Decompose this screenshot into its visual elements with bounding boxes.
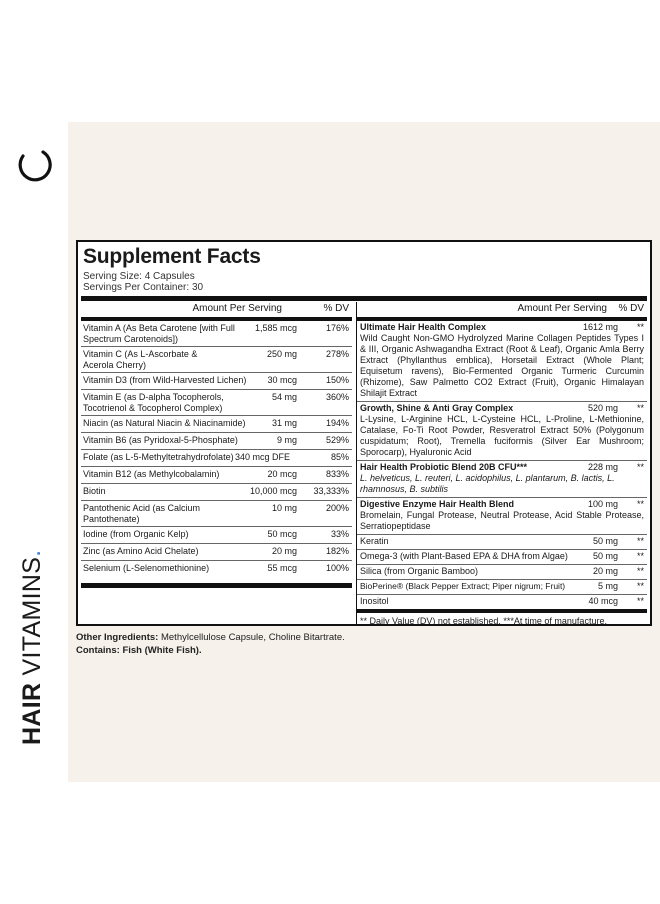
blend-name: Inositol [360, 596, 389, 606]
blend-row [357, 498, 647, 535]
blend-name: Digestive Enzyme Hair Health Blend [360, 499, 515, 509]
blend-dv: ** [636, 566, 644, 576]
brand-word-hair: HAIR [18, 682, 46, 745]
table-row [81, 433, 352, 450]
blend-amount: 50 mg [592, 536, 618, 546]
nutrient-amount: 340 mcg DFE [234, 452, 290, 462]
brand-dot: . [18, 549, 46, 557]
nutrient-amount: 50 mcg [267, 529, 297, 539]
blend-name: Hair Health Probiotic Blend 20B CFU*** [360, 462, 528, 472]
nutrient-name: Niacin (as Natural Niacin & Niacinamide) [83, 418, 246, 428]
other-ingredients-text: Methylcellulose Capsule, Choline Bitartrate. [158, 632, 345, 643]
servings-per-container: Servings Per Container: 30 [83, 282, 204, 293]
table-row [81, 347, 352, 373]
table-row [81, 501, 352, 527]
left-bottom-rule [81, 583, 352, 588]
table-row [81, 561, 352, 577]
nutrient-dv: 194% [325, 418, 349, 428]
blend-amount: 20 mg [592, 566, 618, 576]
nutrient-dv: 33% [330, 529, 349, 539]
brand-logo-icon [16, 147, 54, 185]
nutrient-amount: 30 mcg [267, 375, 297, 385]
table-row [81, 390, 352, 416]
blend-dv: ** [636, 403, 644, 413]
nutrient-name: Iodine (from Organic Kelp) [83, 529, 189, 539]
blend-name: Growth, Shine & Anti Gray Complex [360, 403, 514, 413]
left-header [81, 302, 352, 321]
blend-row [357, 550, 647, 565]
blend-row [357, 535, 647, 550]
nutrient-name: Vitamin E (as D-alpha Tocopherols, Tocotrienol & Tocopherol Complex) [83, 392, 224, 413]
other-ingredients-label: Other Ingredients: [76, 632, 159, 643]
blend-name: Keratin [360, 536, 389, 546]
blend-amount: 1612 mg [582, 322, 618, 332]
blend-row [357, 580, 647, 595]
nutrient-dv: 278% [325, 349, 349, 359]
nutrient-amount: 250 mg [266, 349, 297, 359]
blend-name: Silica (from Organic Bamboo) [360, 566, 479, 576]
right-header [357, 302, 647, 321]
top-rule [81, 296, 647, 301]
blend-amount: 228 mg [587, 462, 618, 472]
blend-ingredients: Wild Caught Non-GMO Hydrolyzed Marine Collagen Peptides Types I & III, Organic Ashwagandha Extract (Root & Leaf), Organic Amla Berry Extract (Phyllanthus emblica), Horsetail Extract (Whole Plant; Equisetum ravens), Bio-Fermented Organic Turmeric Curcumin (Rhizome), Saw Palmetto CO2 Extract (Fruit), Organic Himalayan Shilajit Extract [360, 333, 644, 398]
blend-amount: 100 mg [587, 499, 618, 509]
blend-name: BioPerine® (Black Pepper Extract; Piper nigrum; Fruit) [360, 581, 566, 591]
table-row [81, 527, 352, 544]
nutrient-dv: 833% [325, 469, 349, 479]
table-row [81, 450, 352, 467]
blend-row [357, 565, 647, 580]
nutrient-dv: 150% [325, 375, 349, 385]
blend-name: Omega-3 (with Plant-Based EPA & DHA from Algae) [360, 551, 568, 561]
blend-dv: ** [636, 536, 644, 546]
blend-amount: 5 mg [597, 581, 618, 591]
nutrient-name: Vitamin B6 (as Pyridoxal-5-Phosphate) [83, 435, 238, 445]
nutrient-amount: 20 mcg [267, 469, 297, 479]
right-dv-header: % DV [618, 303, 644, 314]
nutrient-name: Biotin [83, 486, 106, 496]
table-row [81, 373, 352, 390]
blend-ingredients: L-Lysine, L-Arginine HCL, L-Cysteine HCL, L-Proline, L-Methionine, Catalase, Fo-Ti Root Powder, Resveratrol Extract 50% (Polygonum cuspidatum; Root), Tremella fuciformis (Silver Ear Mushroom; Sporocarp), Hyaluronic Acid [360, 414, 644, 457]
nutrient-amount: 20 mg [271, 546, 297, 556]
nutrient-dv: 182% [325, 546, 349, 556]
nutrient-amount: 10 mg [271, 503, 297, 513]
facts-title: Supplement Facts [83, 245, 261, 268]
nutrient-dv: 85% [330, 452, 349, 462]
blend-dv: ** [636, 499, 644, 509]
nutrient-amount: 9 mg [276, 435, 297, 445]
left-amount-header: Amount Per Serving [192, 303, 282, 314]
blend-ingredients: Bromelain, Fungal Protease, Neutral Protease, Acid Stable Protease, Serratiopeptidase [360, 510, 644, 531]
nutrient-name: Selenium (L-Selenomethionine) [83, 563, 210, 573]
supplement-facts-panel [76, 240, 652, 626]
blend-row [357, 402, 647, 461]
blend-dv: ** [636, 596, 644, 606]
blend-name: Ultimate Hair Health Complex [360, 322, 487, 332]
nutrient-dv: 33,333% [313, 486, 349, 496]
blend-amount: 50 mg [592, 551, 618, 561]
blend-amount: 40 mcg [588, 596, 618, 606]
blend-amount: 520 mg [587, 403, 618, 413]
nutrient-amount: 31 mg [271, 418, 297, 428]
nutrient-dv: 176% [325, 323, 349, 333]
blend-row [357, 595, 647, 609]
nutrient-amount: 55 mcg [267, 563, 297, 573]
blend-dv: ** [636, 322, 644, 332]
table-row [81, 321, 352, 347]
blend-dv: ** [636, 581, 644, 591]
nutrient-name: Vitamin A (As Beta Carotene [with Full Spectrum Carotenoids]) [83, 323, 235, 344]
nutrient-amount: 1,585 mcg [254, 323, 297, 333]
nutrient-dv: 100% [325, 563, 349, 573]
nutrient-dv: 360% [325, 392, 349, 402]
blend-row [357, 461, 647, 498]
vitamins-column [81, 302, 352, 588]
nutrient-name: Vitamin B12 (as Methylcobalamin) [83, 469, 220, 479]
blend-row [357, 321, 647, 402]
serving-size: Serving Size: 4 Capsules [83, 271, 195, 282]
nutrient-name: Pantothenic Acid (as Calcium Pantothenate) [83, 503, 201, 524]
right-amount-header: Amount Per Serving [517, 303, 607, 314]
nutrient-name: Vitamin D3 (from Wild-Harvested Lichen) [83, 375, 247, 385]
table-row [81, 484, 352, 501]
nutrient-dv: 200% [325, 503, 349, 513]
nutrient-name: Vitamin C (As L-Ascorbate & Acerola Cherry) [83, 349, 198, 370]
contains-allergen: Contains: Fish (White Fish). [76, 645, 202, 656]
footnote: ** Daily Value (DV) not established. ***At time of manufacture. [360, 616, 607, 626]
left-dv-header: % DV [323, 303, 349, 314]
other-ingredients [76, 632, 345, 643]
brand-vertical-text [18, 550, 47, 745]
brand-word-vitamins: VITAMINS [18, 556, 46, 676]
blend-dv: ** [636, 551, 644, 561]
nutrient-amount: 54 mg [271, 392, 297, 402]
nutrient-name: Folate (as L-5-Methyltetrahydrofolate) [83, 452, 234, 462]
nutrient-name: Zinc (as Amino Acid Chelate) [83, 546, 199, 556]
table-row [81, 467, 352, 484]
nutrient-dv: 529% [325, 435, 349, 445]
blend-ingredients: L. helveticus, L. reuteri, L. acidophilus, L. plantarum, B. lactis, L. rhamnosus, B. subtilis [360, 473, 615, 494]
blends-column [356, 302, 647, 626]
table-row [81, 544, 352, 561]
table-row [81, 416, 352, 433]
blend-dv: ** [636, 462, 644, 472]
nutrient-amount: 10,000 mcg [249, 486, 297, 496]
